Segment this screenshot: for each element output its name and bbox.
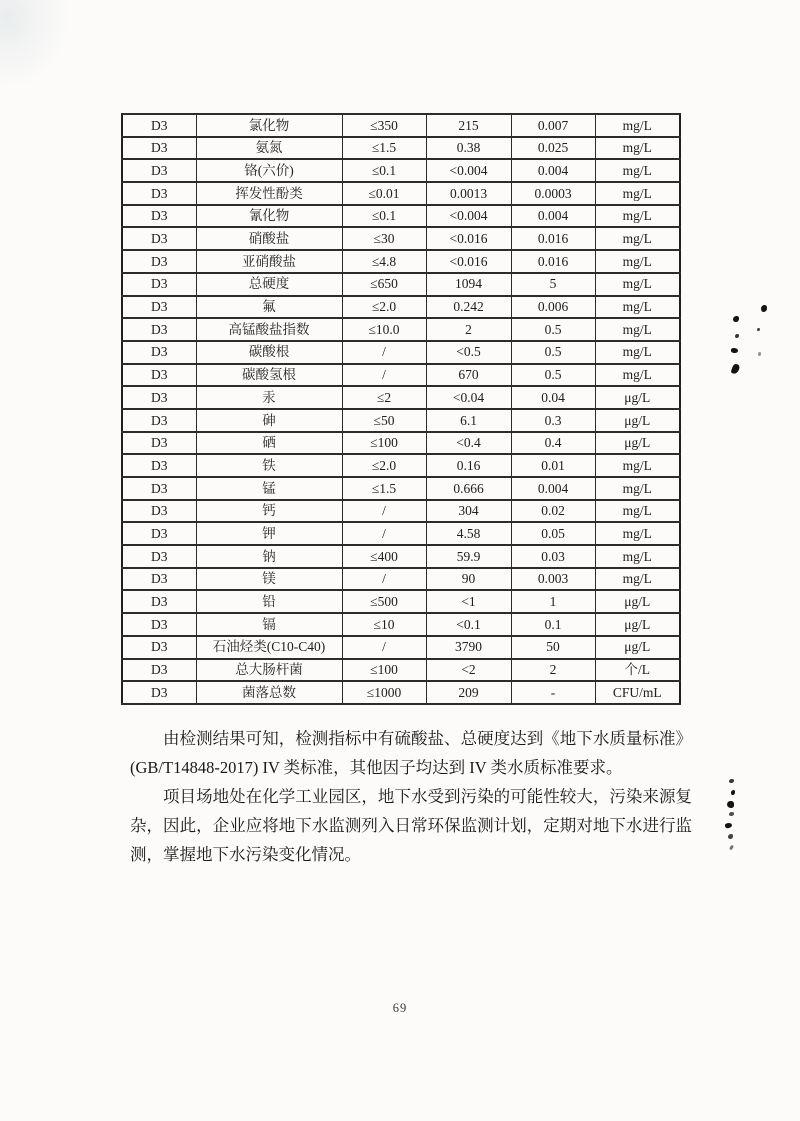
table-cell: 6.1 [426,409,511,432]
table-cell: D3 [122,659,196,682]
ink-smudge-mark [735,334,739,338]
table-cell: D3 [122,296,196,319]
table-cell: <0.016 [426,227,511,250]
table-cell: ≤10.0 [342,318,426,341]
table-cell: D3 [122,477,196,500]
table-cell: D3 [122,545,196,568]
table-cell: ≤400 [342,545,426,568]
table-cell: <0.4 [426,432,511,455]
table-cell: mg/L [595,454,680,477]
ink-smudge-mark [758,352,761,356]
table-cell: 铁 [196,454,342,477]
table-cell: 0.006 [511,296,595,319]
ink-smudge-mark [731,363,741,375]
table-cell: 0.05 [511,522,595,545]
table-cell: mg/L [595,545,680,568]
table-cell: 2 [511,659,595,682]
table-cell: 镉 [196,613,342,636]
table-cell: 总大肠杆菌 [196,659,342,682]
table-cell: 0.016 [511,227,595,250]
table-cell: <1 [426,590,511,613]
table-cell: ≤1.5 [342,477,426,500]
table-cell: 硝酸盐 [196,227,342,250]
table-cell: 1 [511,590,595,613]
table-cell: 个/L [595,659,680,682]
table-cell: 0.02 [511,500,595,523]
ink-smudge-mark [728,834,733,839]
table-cell: D3 [122,205,196,228]
table-cell: D3 [122,114,196,137]
table-cell: 0.0013 [426,182,511,205]
table-cell: 砷 [196,409,342,432]
table-cell: 铬(六价) [196,159,342,182]
table-cell: 209 [426,681,511,704]
table-cell: ≤650 [342,273,426,296]
ink-smudge-mark [761,305,767,312]
table-cell: 4.58 [426,522,511,545]
table-cell: ≤1.5 [342,137,426,160]
conclusion-paragraph: 由检测结果可知，检测指标中有硫酸盐、总硬度达到《地下水质量标准》(GB/T14848-2017) IV 类标准，其他因子均达到 IV 类水质标准要求。 [130,729,692,777]
ink-smudge-mark [733,316,739,322]
table-row [122,159,680,182]
table-cell: / [342,500,426,523]
results-table [121,113,681,705]
table-cell: mg/L [595,114,680,137]
table-cell: / [342,568,426,591]
table-cell: μg/L [595,613,680,636]
table-cell: D3 [122,341,196,364]
table-cell: 亚硝酸盐 [196,250,342,273]
table-cell: 50 [511,636,595,659]
table-cell: 0.5 [511,364,595,387]
table-cell: D3 [122,681,196,704]
table-row [122,296,680,319]
table-cell: 0.16 [426,454,511,477]
table-cell: 90 [426,568,511,591]
table-cell: / [342,636,426,659]
table-cell: mg/L [595,500,680,523]
table-cell: 5 [511,273,595,296]
ink-smudge-mark [729,812,734,816]
table-cell: 215 [426,114,511,137]
table-row [122,250,680,273]
table-cell: 0.004 [511,477,595,500]
table-cell: 0.666 [426,477,511,500]
table-cell: mg/L [595,250,680,273]
ink-smudge-mark [731,348,738,353]
table-cell: 0.242 [426,296,511,319]
table-cell: 高锰酸盐指数 [196,318,342,341]
table-cell: ≤50 [342,409,426,432]
table-cell: 0.004 [511,205,595,228]
table-row [122,477,680,500]
table-cell: mg/L [595,205,680,228]
ink-smudge-mark [729,845,734,851]
table-cell: D3 [122,227,196,250]
table-cell: μg/L [595,409,680,432]
table-row [122,341,680,364]
table-cell: D3 [122,250,196,273]
table-cell: 铅 [196,590,342,613]
table-cell: mg/L [595,568,680,591]
table-cell: mg/L [595,273,680,296]
table-cell: 氨氮 [196,137,342,160]
table-cell: ≤0.1 [342,159,426,182]
table-row [122,636,680,659]
table-row [122,205,680,228]
table-cell: D3 [122,590,196,613]
table-row [122,681,680,704]
table-row [122,227,680,250]
table-cell: D3 [122,386,196,409]
table-cell: 汞 [196,386,342,409]
table-cell: mg/L [595,477,680,500]
table-cell: mg/L [595,137,680,160]
table-cell: 0.003 [511,568,595,591]
table-cell: D3 [122,432,196,455]
table-cell: 0.03 [511,545,595,568]
table-cell: D3 [122,613,196,636]
table-cell: 3790 [426,636,511,659]
table-cell: D3 [122,137,196,160]
table-cell: 0.04 [511,386,595,409]
results-table-body [122,114,680,704]
table-cell: <2 [426,659,511,682]
table-cell: mg/L [595,159,680,182]
table-row [122,522,680,545]
table-cell: D3 [122,500,196,523]
table-cell: 2 [426,318,511,341]
page-number: 69 [392,1001,408,1015]
table-cell: D3 [122,454,196,477]
table-cell: ≤100 [342,432,426,455]
table-row [122,659,680,682]
table-cell: 0.5 [511,341,595,364]
ink-smudge-mark [727,801,734,808]
table-cell: 钠 [196,545,342,568]
table-cell: ≤30 [342,227,426,250]
table-cell: ≤0.1 [342,205,426,228]
table-cell: 氯化物 [196,114,342,137]
table-cell: mg/L [595,364,680,387]
table-cell: D3 [122,364,196,387]
table-cell: <0.016 [426,250,511,273]
table-cell: 0.01 [511,454,595,477]
table-cell: 硒 [196,432,342,455]
table-cell: μg/L [595,432,680,455]
table-cell: 0.3 [511,409,595,432]
table-cell: 菌落总数 [196,681,342,704]
table-cell: 670 [426,364,511,387]
table-cell: 1094 [426,273,511,296]
table-cell: 0.38 [426,137,511,160]
table-cell: 钙 [196,500,342,523]
table-cell: D3 [122,182,196,205]
table-cell: / [342,341,426,364]
table-cell: ≤1000 [342,681,426,704]
table-cell: D3 [122,522,196,545]
table-row [122,182,680,205]
table-cell: μg/L [595,590,680,613]
table-cell: ≤350 [342,114,426,137]
table-cell: 钾 [196,522,342,545]
table-cell: 304 [426,500,511,523]
table-row [122,500,680,523]
table-cell: 锰 [196,477,342,500]
table-cell: 碳酸氢根 [196,364,342,387]
table-cell: μg/L [595,386,680,409]
table-cell: 0.5 [511,318,595,341]
table-row [122,545,680,568]
table-cell: D3 [122,318,196,341]
ink-smudge-mark [757,328,760,331]
table-cell: 氰化物 [196,205,342,228]
table-cell: <0.1 [426,613,511,636]
table-row [122,613,680,636]
ink-smudge-mark [729,779,734,783]
ink-smudge-mark [731,790,735,795]
table-cell: mg/L [595,522,680,545]
table-cell: ≤0.01 [342,182,426,205]
analysis-text [130,724,692,869]
table-cell: 0.025 [511,137,595,160]
table-row [122,364,680,387]
table-cell: ≤4.8 [342,250,426,273]
recommendation-paragraph: 项目场地处在化学工业园区，地下水受到污染的可能性较大，污染来源复杂，因此，企业应将地下水监测列入日常环保监测计划，定期对地下水进行监测，掌握地下水污染变化情况。 [130,787,692,864]
table-cell: mg/L [595,341,680,364]
table-cell: mg/L [595,296,680,319]
table-cell: μg/L [595,636,680,659]
table-cell: 氟 [196,296,342,319]
table-cell: ≤500 [342,590,426,613]
table-cell: 0.1 [511,613,595,636]
table-cell: mg/L [595,227,680,250]
table-cell: 总硬度 [196,273,342,296]
table-cell: / [342,364,426,387]
table-cell: mg/L [595,182,680,205]
table-row [122,273,680,296]
table-cell: <0.5 [426,341,511,364]
table-row [122,318,680,341]
table-cell: D3 [122,409,196,432]
table-cell: D3 [122,159,196,182]
table-cell: ≤100 [342,659,426,682]
table-row [122,409,680,432]
table-cell: D3 [122,273,196,296]
table-cell: <0.004 [426,205,511,228]
table-cell: 碳酸根 [196,341,342,364]
table-cell: 0.4 [511,432,595,455]
table-cell: D3 [122,636,196,659]
table-row [122,386,680,409]
table-cell: <0.04 [426,386,511,409]
table-cell: ≤10 [342,613,426,636]
table-row [122,114,680,137]
table-row [122,568,680,591]
table-cell: 石油烃类(C10-C40) [196,636,342,659]
table-row [122,137,680,160]
table-cell: ≤2.0 [342,296,426,319]
ink-smudge-mark [724,822,732,829]
table-cell: D3 [122,568,196,591]
table-cell: 59.9 [426,545,511,568]
scan-artifact [0,0,70,90]
table-cell: 0.016 [511,250,595,273]
table-cell: CFU/mL [595,681,680,704]
table-cell: 0.007 [511,114,595,137]
table-cell: 镁 [196,568,342,591]
table-row [122,432,680,455]
table-cell: 挥发性酚类 [196,182,342,205]
table-cell: - [511,681,595,704]
table-cell: 0.0003 [511,182,595,205]
table-cell: <0.004 [426,159,511,182]
table-cell: ≤2.0 [342,454,426,477]
table-cell: 0.004 [511,159,595,182]
table-row [122,590,680,613]
table-cell: mg/L [595,318,680,341]
table-row [122,454,680,477]
table-cell: ≤2 [342,386,426,409]
table-cell: / [342,522,426,545]
